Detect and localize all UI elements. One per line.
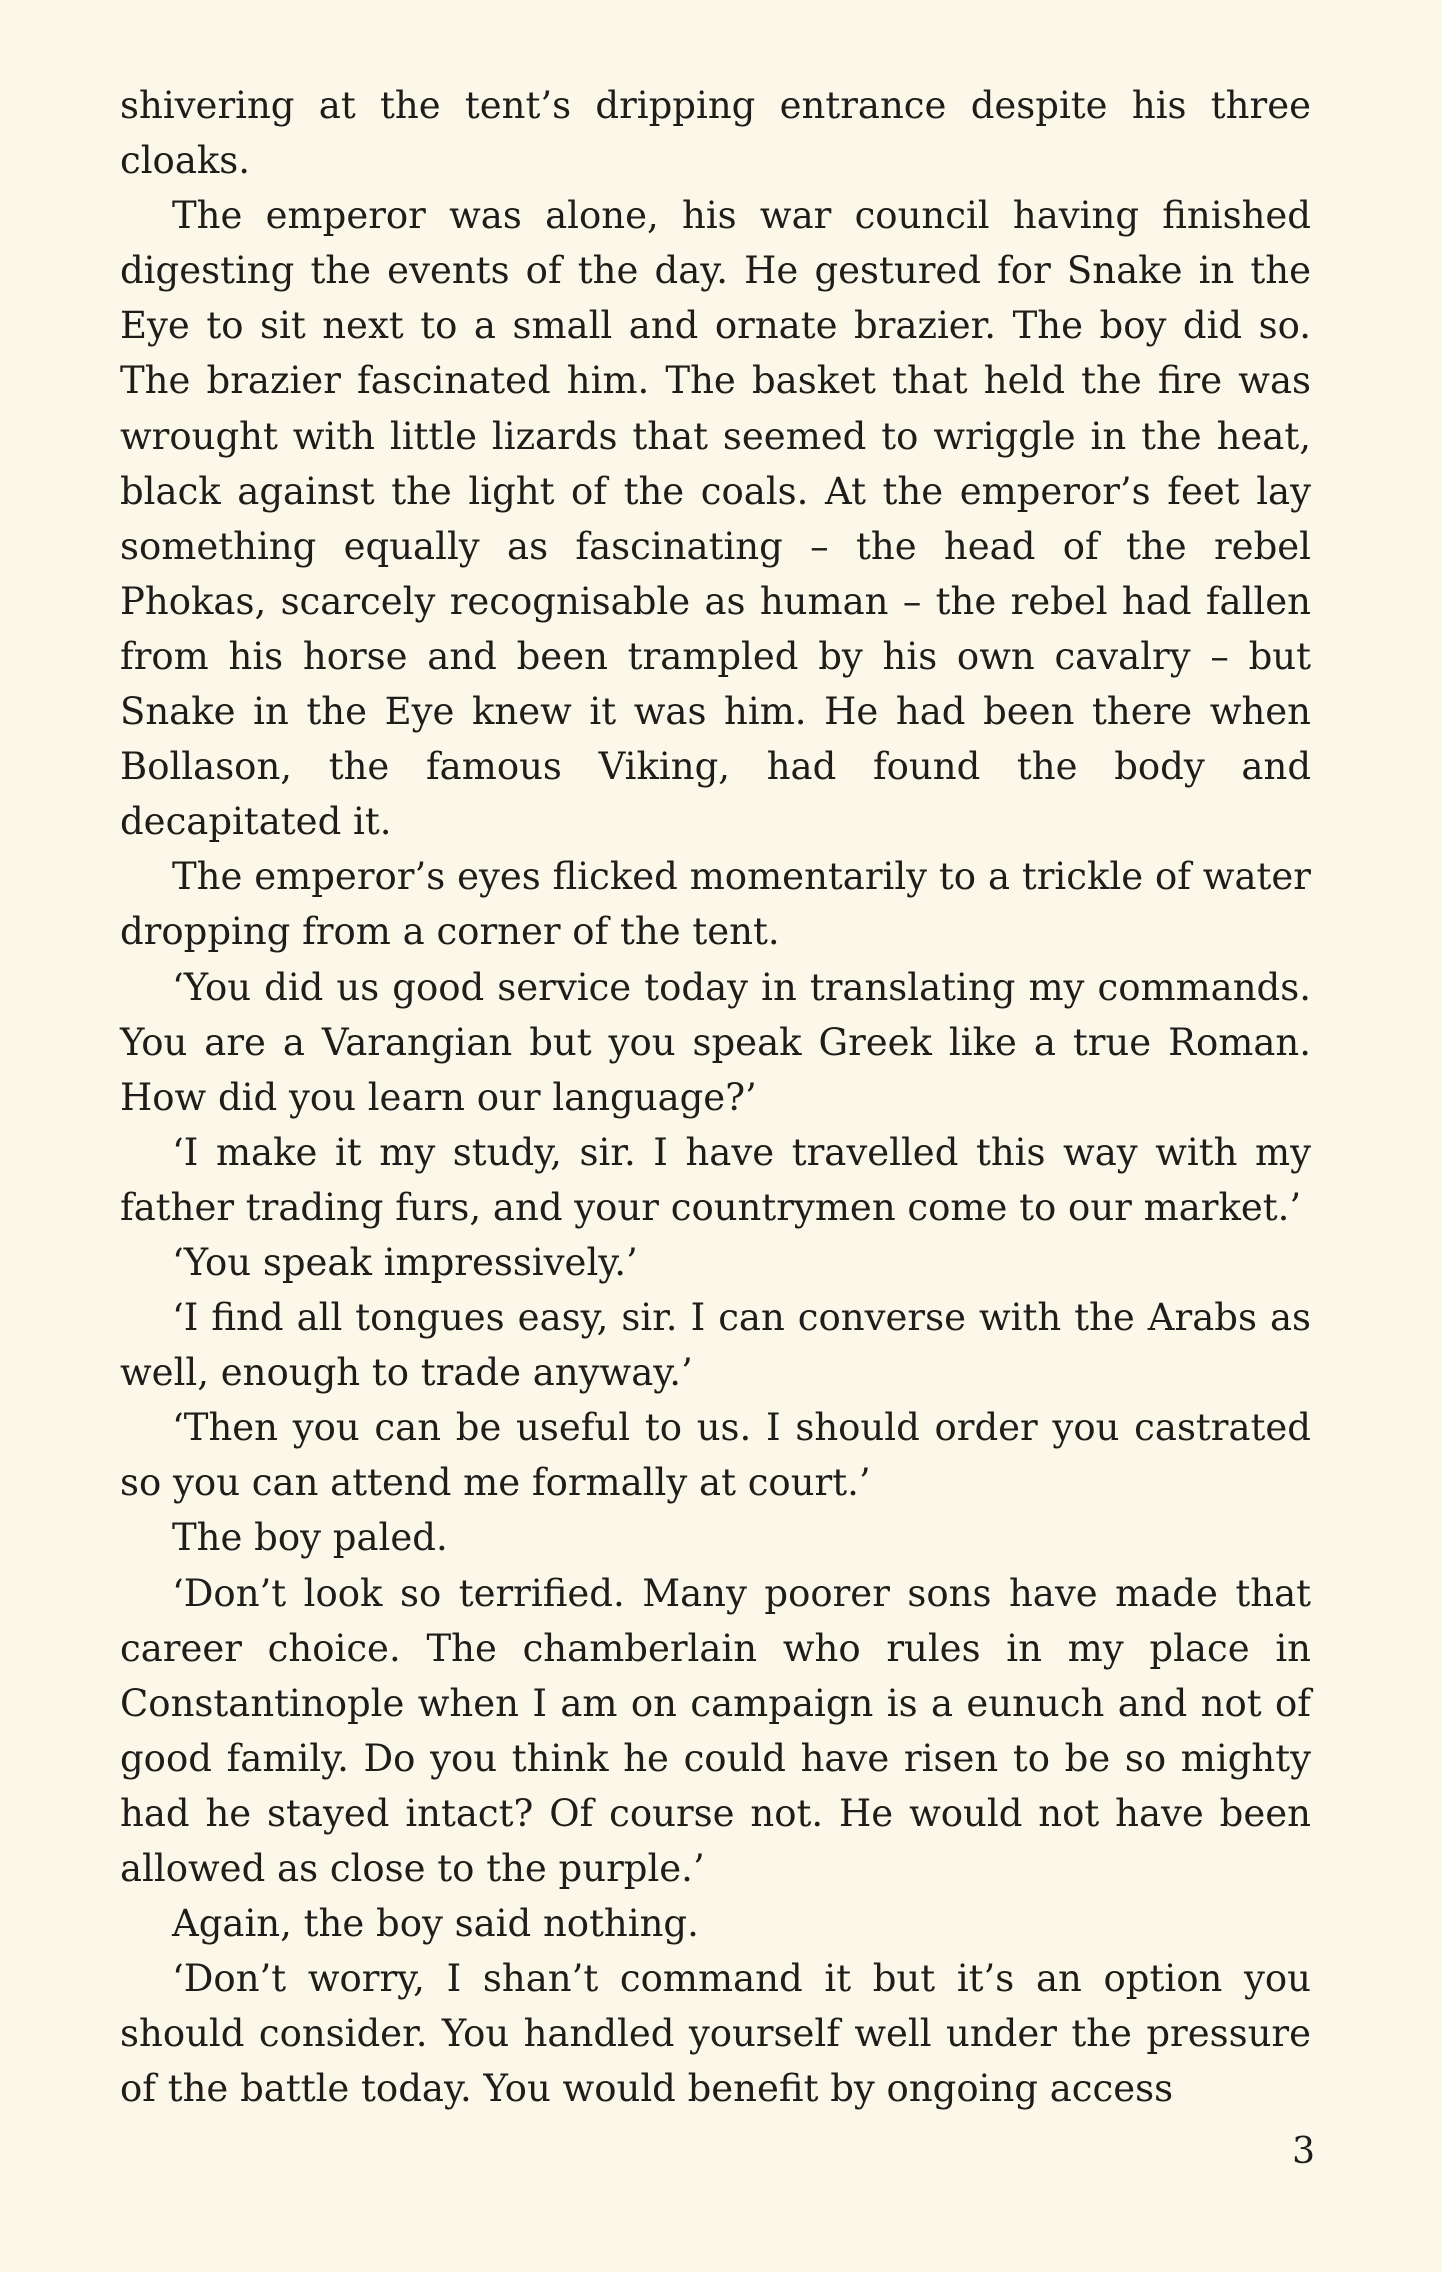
paragraph-5: ‘I make it my study, sir. I have travelled this way with my father trading furs, and your countrymen come to our market.’ <box>120 1130 1311 1229</box>
paragraph-11: Again, the boy said nothing. <box>172 1902 699 1946</box>
paragraph-2: The emperor was alone, his war council having finished digesting the events of the day. He gestured for Snake in the Eye to sit next to a small and ornate brazier. The boy did so. The brazier fascinated him. The basket that held the fire was wrought with little lizards that seemed to wriggle in the heat, black against the light of the coals. At the emperor’s feet lay something equally as fascinating – the head of the rebel Phokas, scarcely recognisable as human – the rebel had fallen from his horse and been trampled by his own cavalry – but Snake in the Eye knew it was him. He had been there when Bollason, the famous Viking, had found the body and decapitated it. <box>120 194 1311 844</box>
page-number: 3 <box>1292 2131 1315 2172</box>
paragraph-4: ‘You did us good service today in translating my commands. You are a Varangian but you speak Greek like a true Roman. How did you learn our language?’ <box>120 965 1311 1119</box>
paragraph-6: ‘You speak impressively.’ <box>172 1240 638 1284</box>
paragraph-1: shivering at the tent’s dripping entrance despite his three cloaks. <box>120 84 1311 183</box>
paragraph-8: ‘Then you can be useful to us. I should order you castrated so you can attend me formally at court.’ <box>120 1406 1311 1505</box>
paragraph-10: ‘Don’t look so terrified. Many poorer sons have made that career choice. The chamberlain who rules in my place in Constantinople when I am on campaign is a eunuch and not of good family. Do you think he could have risen to be so mighty had he stayed intact? Of course not. He would not have been allowed as close to the purple.’ <box>120 1571 1311 1890</box>
paragraph-3: The emperor’s eyes flicked momentarily to a trickle of water dropping from a corner of the tent. <box>120 855 1311 954</box>
body-text <box>120 78 1311 2116</box>
paragraph-9: The boy paled. <box>172 1516 448 1560</box>
paragraph-12: ‘Don’t worry, I shan’t command it but it’s an option you should consider. You handled yourself well under the pressure of the battle today. You would benefit by ongoing access <box>120 1957 1311 2111</box>
paragraph-7: ‘I find all tongues easy, sir. I can converse with the Arabs as well, enough to trade anyway.’ <box>120 1296 1311 1395</box>
